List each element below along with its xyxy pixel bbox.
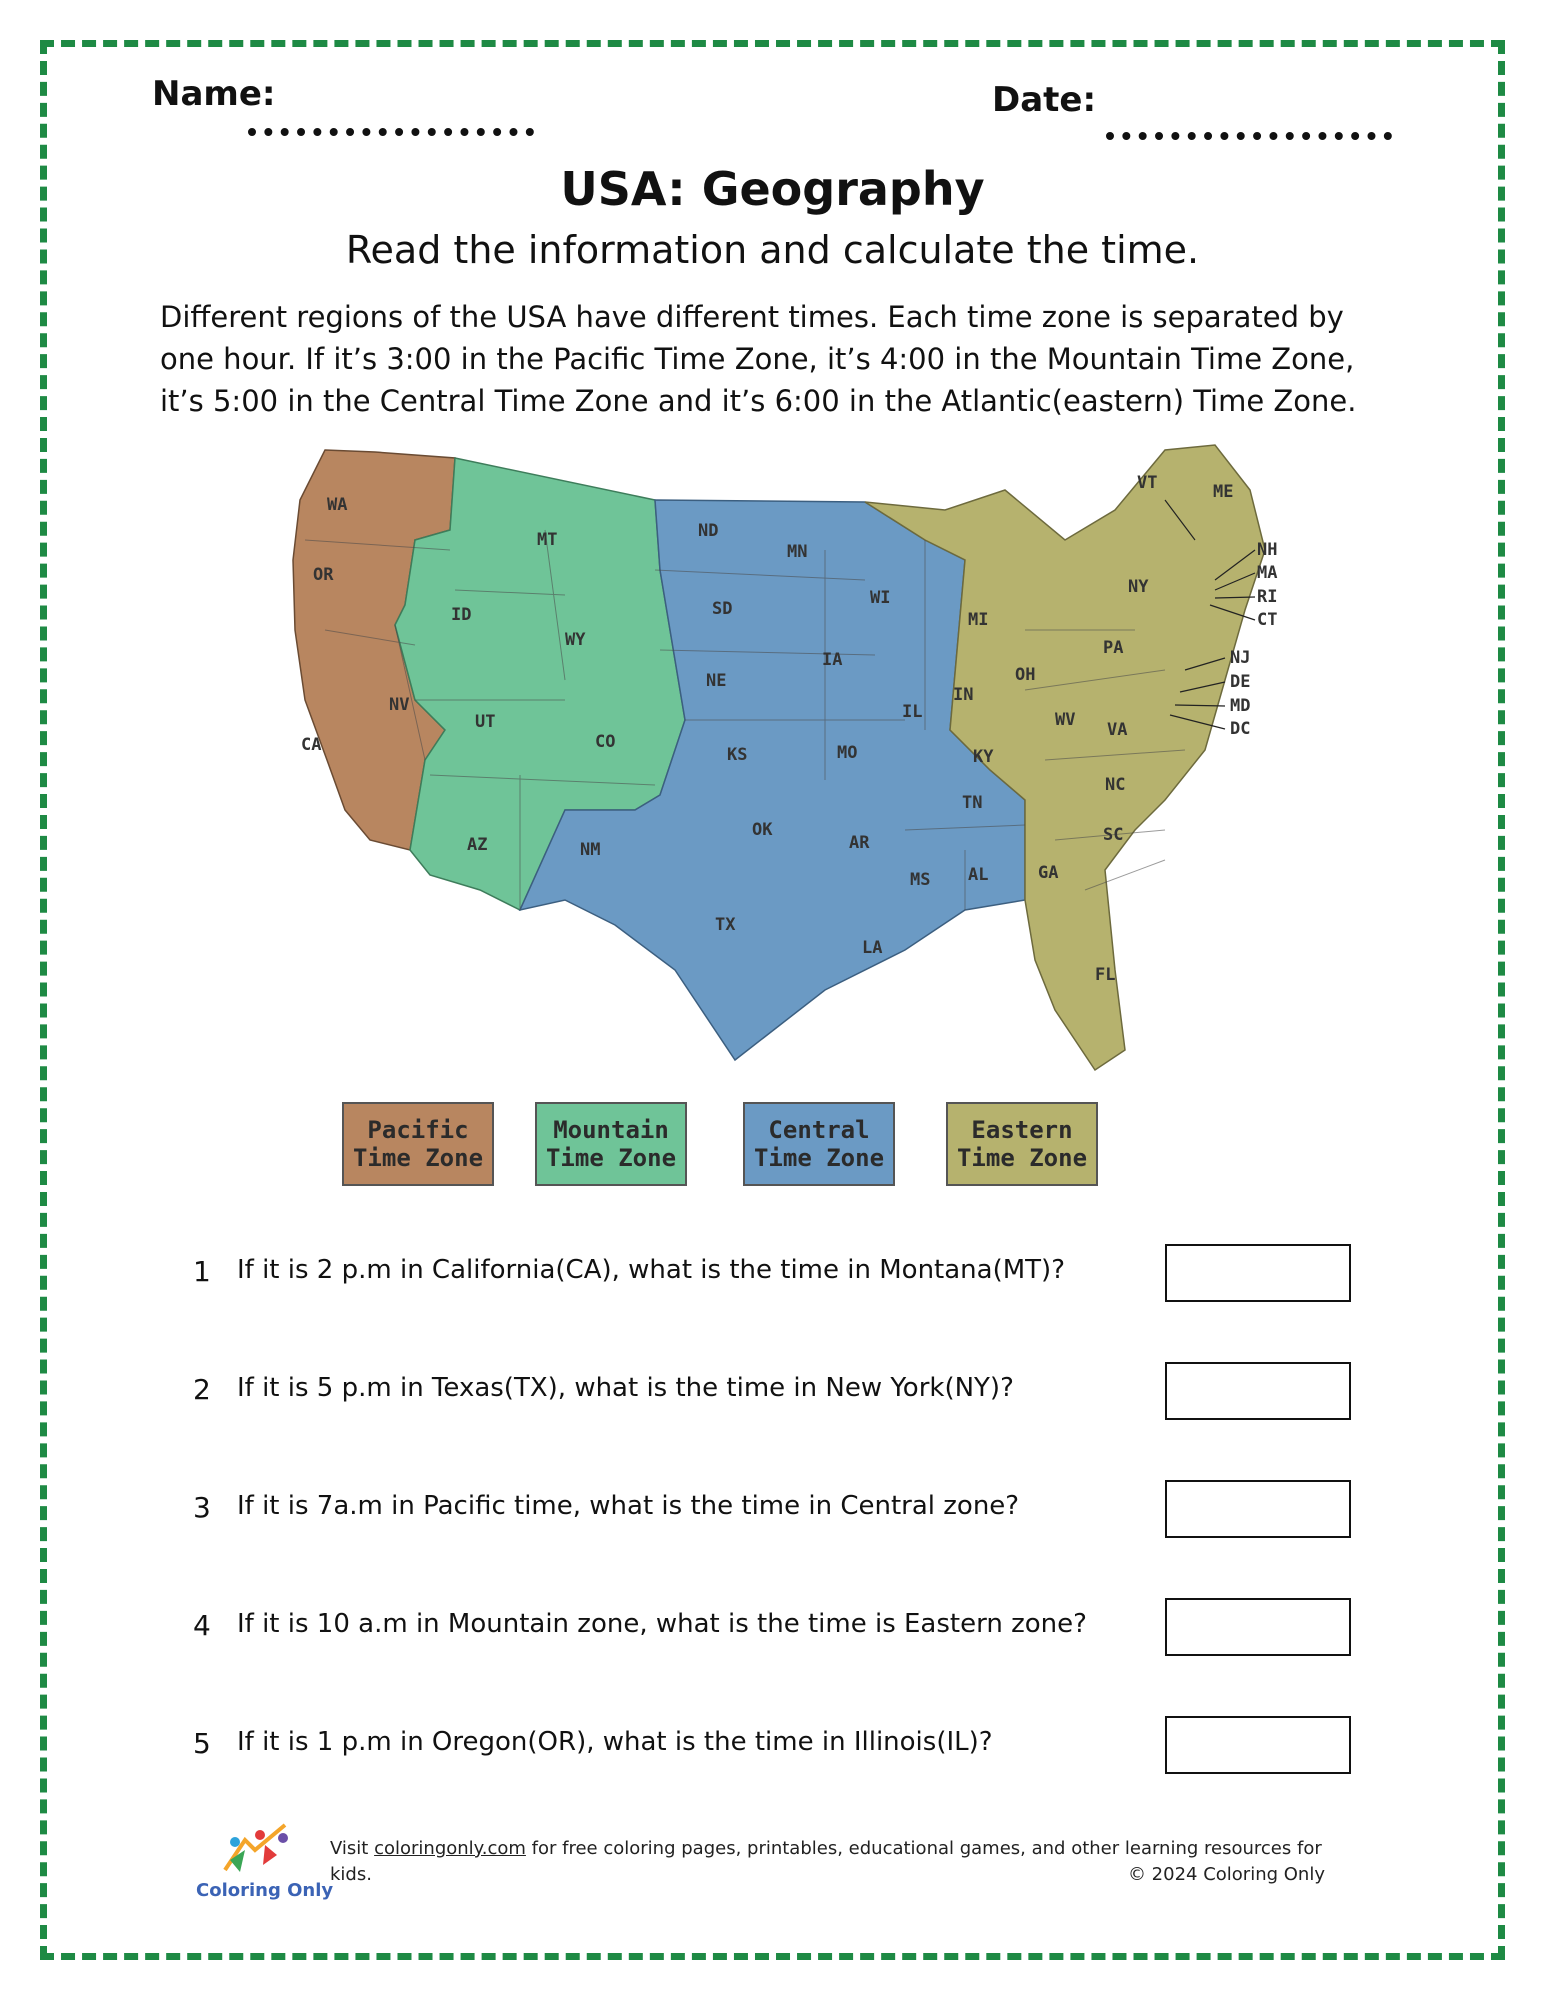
state-label-ga: GA [1038, 863, 1059, 883]
state-label-ky: KY [973, 747, 994, 767]
answer-box-4[interactable] [1165, 1598, 1351, 1656]
legend-eastern-line1: Eastern [971, 1116, 1073, 1144]
page-title: USA: Geography [560, 162, 985, 216]
state-label-ut: UT [475, 712, 496, 732]
answer-box-1[interactable] [1165, 1244, 1351, 1302]
state-label-tn: TN [962, 793, 983, 813]
question-3-text: If it is 7a.m in Pacific time, what is the time in Central zone? [237, 1491, 1020, 1521]
state-label-tx: TX [715, 915, 736, 935]
legend-mountain [535, 1102, 687, 1186]
coloring-only-logo-text: Coloring Only [196, 1880, 334, 1901]
state-label-ok: OK [752, 820, 773, 840]
footer-link[interactable]: coloringonly.com [374, 1838, 526, 1859]
state-label-co: CO [595, 732, 616, 752]
question-4-text: If it is 10 a.m in Mountain zone, what is the time is Eastern zone? [237, 1609, 1087, 1639]
state-label-ct: CT [1257, 610, 1278, 630]
state-label-mo: MO [837, 743, 858, 763]
state-label-fl: FL [1095, 965, 1116, 985]
answer-box-5[interactable] [1165, 1716, 1351, 1774]
state-label-dc: DC [1230, 719, 1251, 739]
legend-eastern-line2: Time Zone [956, 1144, 1088, 1172]
state-label-mn: MN [787, 542, 808, 562]
date-line[interactable] [1106, 132, 1392, 140]
page-subtitle: Read the information and calculate the time. [345, 228, 1200, 272]
legend-eastern [946, 1102, 1098, 1186]
question-1-text: If it is 2 p.m in California(CA), what is the time in Montana(MT)? [237, 1255, 1065, 1285]
name-line[interactable] [248, 128, 534, 136]
state-label-or: OR [313, 565, 334, 585]
state-label-ar: AR [849, 833, 870, 853]
legend-mountain-line2: Time Zone [545, 1144, 677, 1172]
state-label-wy: WY [565, 630, 586, 650]
state-label-md: MD [1230, 696, 1251, 716]
footer-visit: Visit [330, 1838, 369, 1859]
state-label-ri: RI [1257, 587, 1278, 607]
question-5-number: 5 [193, 1727, 211, 1760]
state-label-nj: NJ [1230, 648, 1251, 668]
coloring-only-logo-icon [215, 1820, 305, 1880]
legend-mountain-line1: Mountain [553, 1116, 669, 1144]
state-label-la: LA [862, 938, 883, 958]
state-label-ks: KS [727, 745, 748, 765]
legend-central-line1: Central [768, 1116, 870, 1144]
date-label: Date: [992, 80, 1097, 120]
state-label-ma: MA [1257, 563, 1278, 583]
intro-paragraph: Different regions of the USA have different times. Each time zone is separated by one hour. If it’s 3:00 in the Pacific Time Zone, it’s 4:00 in the Mountain Time Zone, it’s 5:00 in the Central Time Zone and it’s 6:00 in the Atlantic(eastern) Time Zone. [160, 300, 1357, 418]
state-label-de: DE [1230, 672, 1251, 692]
state-label-az: AZ [467, 835, 488, 855]
state-label-me: ME [1213, 482, 1234, 502]
state-label-sd: SD [712, 599, 733, 619]
state-label-ny: NY [1128, 577, 1149, 597]
question-2-text: If it is 5 p.m in Texas(TX), what is the time in New York(NY)? [237, 1373, 1014, 1403]
state-label-wv: WV [1055, 710, 1076, 730]
state-label-id: ID [451, 605, 472, 625]
state-label-wa: WA [327, 495, 348, 515]
state-label-vt: VT [1137, 473, 1158, 493]
state-label-in: IN [953, 685, 974, 705]
state-label-ca: CA [301, 735, 322, 755]
footer-description: for free coloring pages, printables, educational games, and other learning resources for kids. [330, 1838, 1322, 1885]
legend-central-line2: Time Zone [753, 1144, 885, 1172]
state-label-nv: NV [389, 695, 410, 715]
legend-central [743, 1102, 895, 1186]
question-2-number: 2 [193, 1373, 211, 1406]
state-label-il: IL [902, 702, 923, 722]
state-label-sc: SC [1103, 825, 1124, 845]
state-label-nh: NH [1257, 540, 1278, 560]
state-label-al: AL [968, 865, 989, 885]
state-label-oh: OH [1015, 665, 1036, 685]
question-4-number: 4 [193, 1609, 211, 1642]
usa-time-zone-map [265, 430, 1285, 1090]
state-label-pa: PA [1103, 638, 1124, 658]
state-label-wi: WI [870, 588, 891, 608]
footer-copyright: © 2024 Coloring Only [1127, 1864, 1325, 1885]
state-label-nm: NM [580, 840, 601, 860]
state-label-mt: MT [537, 530, 558, 550]
name-label: Name: [152, 74, 276, 114]
state-label-ms: MS [910, 870, 931, 890]
state-label-ia: IA [822, 650, 843, 670]
state-label-va: VA [1107, 720, 1128, 740]
answer-box-2[interactable] [1165, 1362, 1351, 1420]
answer-box-3[interactable] [1165, 1480, 1351, 1538]
question-1-number: 1 [193, 1255, 211, 1288]
question-5-text: If it is 1 p.m in Oregon(OR), what is the time in Illinois(IL)? [237, 1727, 993, 1757]
legend-pacific [342, 1102, 494, 1186]
question-3-number: 3 [193, 1491, 211, 1524]
state-label-nd: ND [698, 521, 719, 541]
state-label-ne: NE [706, 671, 727, 691]
state-label-nc: NC [1105, 775, 1126, 795]
legend-pacific-line1: Pacific [367, 1116, 469, 1144]
state-label-mi: MI [968, 610, 989, 630]
legend-pacific-line2: Time Zone [352, 1144, 484, 1172]
